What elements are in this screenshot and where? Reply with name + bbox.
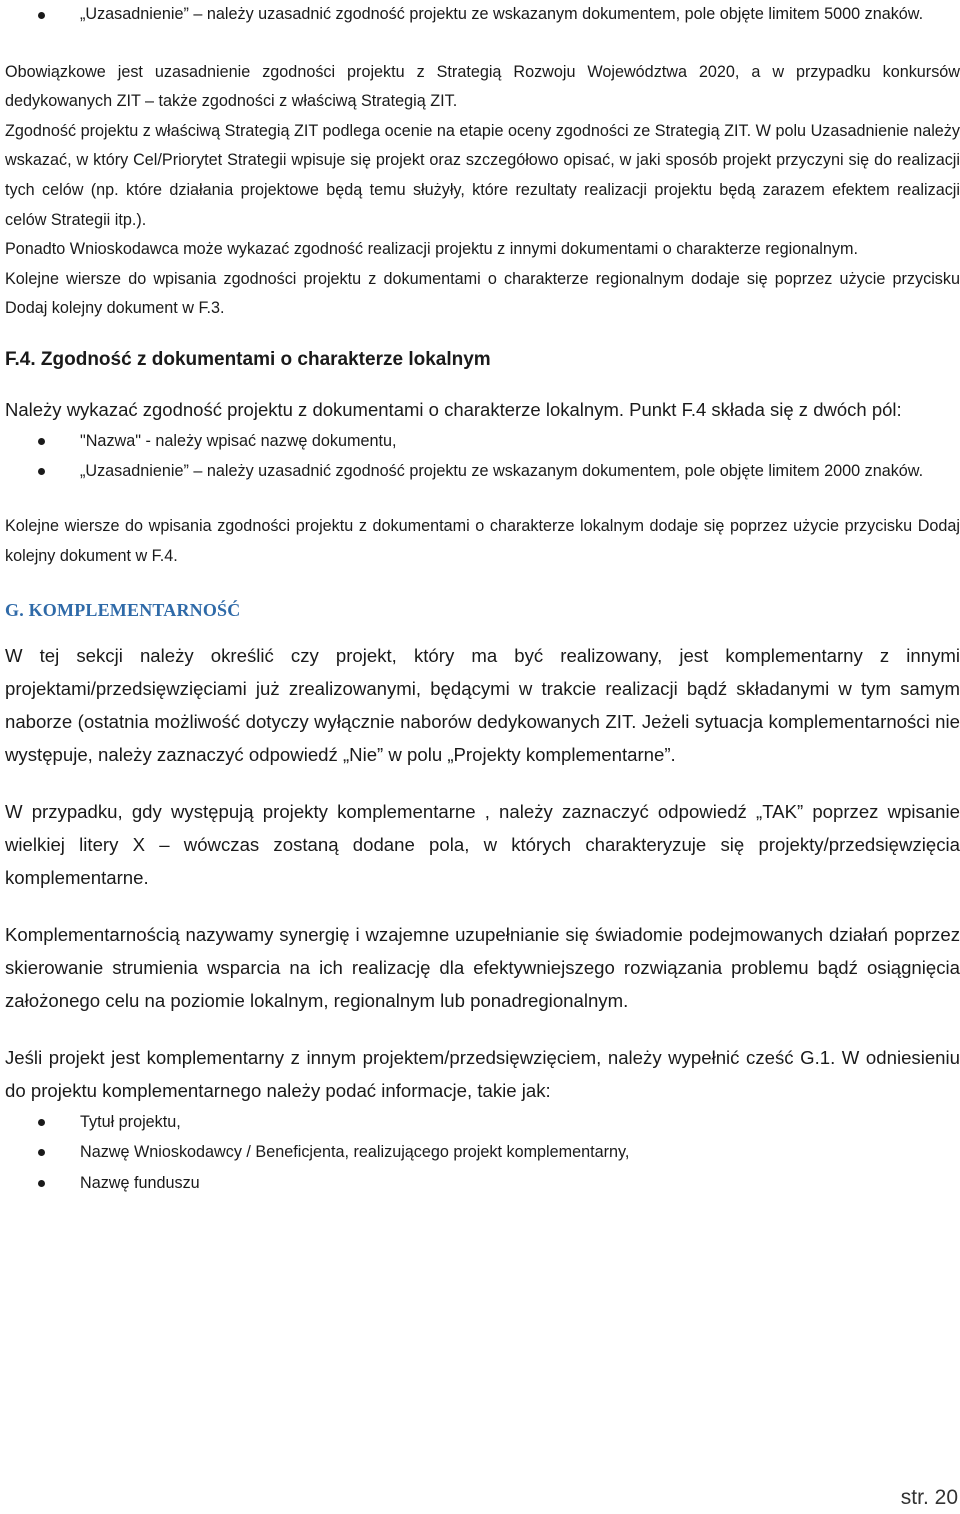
paragraph-g-1: W tej sekcji należy określić czy projekt, który ma być realizowany, jest komplementarny z innymi projektami/przedsięwzięciami już zrealizowanymi, będącymi w trakcie realizacji bądź składanymi w tym samym naborze (ostatnia możliwość dotyczy wyłącznie naborów dedykowanych ZIT. Jeżeli sytuacja komplementarności nie występuje, należy zaznaczyć odpowiedź „Nie” w polu „Projekty komplementarne”. [5, 644, 960, 765]
section-f3-tail [5, 0, 960, 324]
paragraph-f4-intro: Należy wykazać zgodność projektu z dokumentami o charakterze lokalnym. Punkt F.4 składa się z dwóch pól: [5, 398, 902, 420]
paragraph-g-3: Komplementarnością nazywamy synergię i wzajemne uzupełnianie się świadomie podejmowanych działań poprzez skierowanie strumienia wsparcia na ich realizację dla efektywniejszego rozwiązania problemu bądź osiągnięcia założonego celu na poziomie lokalnym, regionalnym lub ponadregionalnym. [5, 923, 960, 1011]
section-heading-f4: F.4. Zgodność z dokumentami o charakterze lokalnym [5, 348, 491, 370]
list-item: Nazwę funduszu [5, 1168, 960, 1199]
document-page [5, 0, 960, 1198]
list-item: Nazwę Wnioskodawcy / Beneficjenta, realizującego projekt komplementarny, [5, 1137, 960, 1168]
list-item: „Uzasadnienie” – należy uzasadnić zgodność projektu ze wskazanym dokumentem, pole objęte limitem 5000 znaków. [5, 0, 960, 30]
paragraph-g-4: Jeśli projekt jest komplementarny z innym projektem/przedsięwzięciem, należy wypełnić cześć G.1. W odniesieniu do projektu komplementarnego należy podać informacje, takie jak: [5, 1046, 960, 1101]
paragraph-zgodnosc-zit: Zgodność projektu z właściwą Strategią ZIT podlega ocenie na etapie oceny zgodności ze Strategią ZIT. W polu Uzasadnienie należy wskazać, w który Cel/Priorytet Strategii wpisuje się projekt oraz szczegółowo opisać, w jaki sposób projekt przyczyni się do realizacji tych celów (np. które działania projektowe będą temu służyły, które rezultaty realizacji projektu będą zarazem efektem realizacji celów Strategii itp.). [5, 121, 960, 229]
list-item: „Uzasadnienie” – należy uzasadnić zgodność projektu ze wskazanym dokumentem, pole objęte limitem 2000 znaków. [5, 456, 960, 486]
page-number: str. 20 [900, 1486, 958, 1509]
paragraph-ponadto: Ponadto Wnioskodawca może wykazać zgodność realizacji projektu z innymi dokumentami o charakterze regionalnym. [5, 240, 858, 259]
paragraph-obowiazkowe: Obowiązkowe jest uzasadnienie zgodności projektu z Strategią Rozwoju Województwa 2020, a w przypadku konkursów dedykowanych ZIT – także zgodności z właściwą Strategią ZIT. [5, 62, 960, 111]
list-item: Tytuł projektu, [5, 1107, 960, 1138]
bullet-list-f3 [5, 0, 960, 30]
paragraph-kolejne-lokalne: Kolejne wiersze do wpisania zgodności projektu z dokumentami o charakterze lokalnym dodaje się poprzez użycie przycisku Dodaj kolejny dokument w F.4. [5, 516, 960, 565]
bullet-list-g [5, 1107, 960, 1199]
section-heading-g: G. KOMPLEMENTARNOŚĆ [5, 599, 241, 620]
list-item: "Nazwa" - należy wpisać nazwę dokumentu, [5, 426, 960, 456]
paragraph-kolejne-regionalne: Kolejne wiersze do wpisania zgodności projektu z dokumentami o charakterze regionalnym dodaje się poprzez użycie przycisku Dodaj kolejny dokument w F.3. [5, 269, 960, 318]
paragraph-g-2: W przypadku, gdy występują projekty komplementarne , należy zaznaczyć odpowiedź „TAK” poprzez wpisanie wielkiej litery X – wówczas zostaną dodane pola, w których charakteryzuje się projekty/przedsięwzięcia komplementarne. [5, 800, 960, 888]
bullet-list-f4 [5, 426, 960, 486]
